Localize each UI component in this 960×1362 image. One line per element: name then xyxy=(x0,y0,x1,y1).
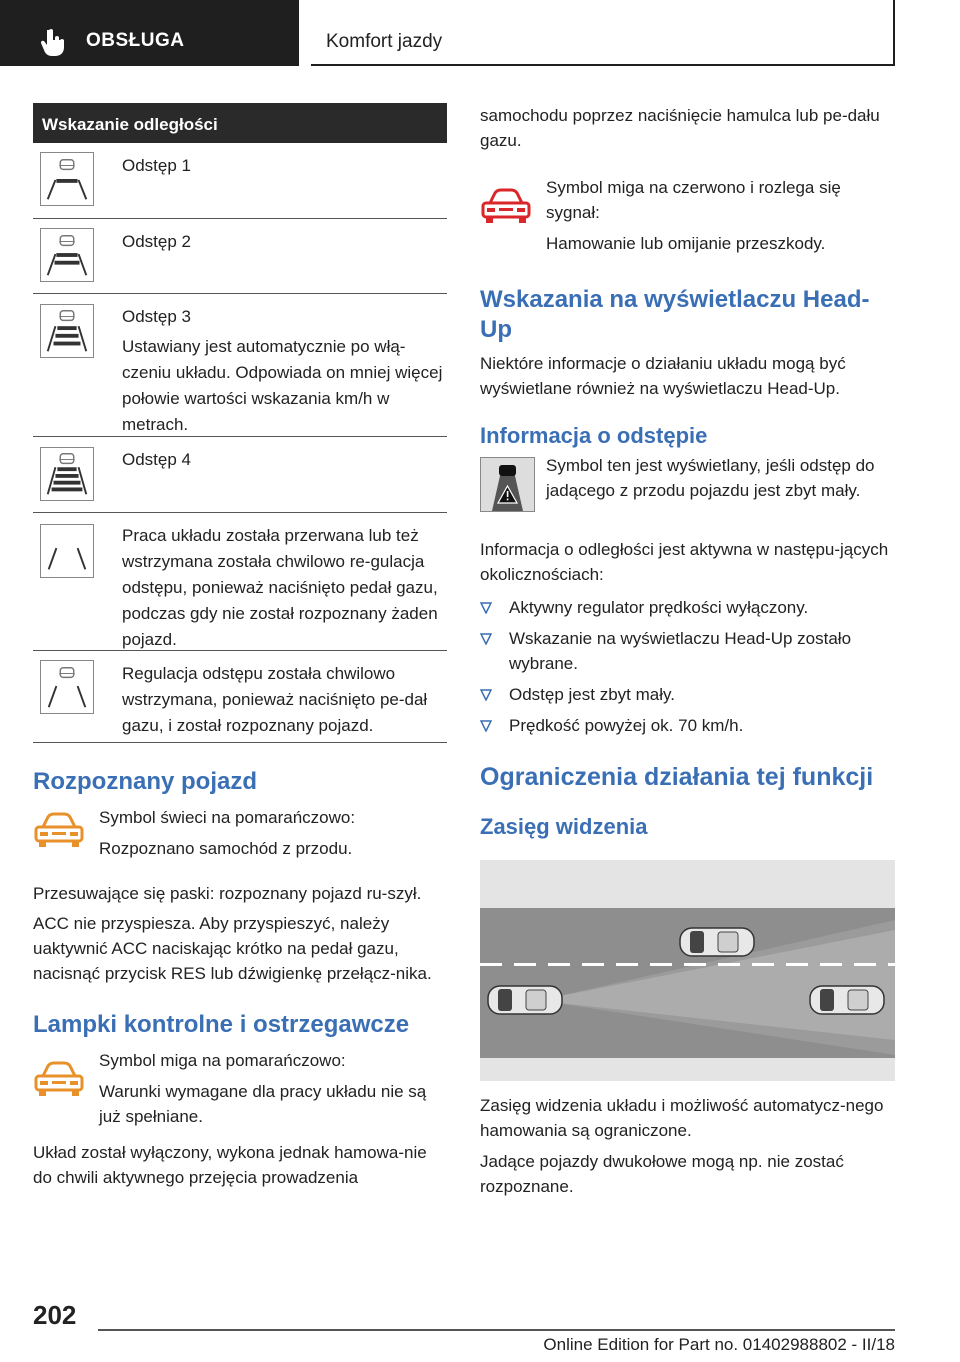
triangle-bullet-icon xyxy=(480,689,492,701)
triangle-bullet-icon xyxy=(480,602,492,614)
bullet-list xyxy=(480,595,895,738)
sym-text: Hamowanie lub omijanie przeszkody. xyxy=(546,234,826,253)
list-item-text: Odstęp jest zbyt mały. xyxy=(509,685,675,704)
row-text: Praca układu została przerwana lub też wstrzymana została chwilowo re-gulacja odstępu, ponieważ naciśnięto pedał gazu, podczas gdy nie został rozpoznany żaden pojazd. xyxy=(122,526,438,649)
sym-text: Symbol miga na czerwono i rozlega się sygnał: xyxy=(546,178,841,222)
sym-text: Rozpoznano samochód z przodu. xyxy=(99,839,353,858)
road-lines-icon xyxy=(40,524,94,578)
paragraph: Przesuwające się paski: rozpoznany pojazd ru-szył. xyxy=(33,884,422,903)
table-row xyxy=(33,219,447,294)
paragraph: Informacja o odległości jest aktywna w następu-jących okolicznościach: xyxy=(480,540,889,584)
row-text: Regulacja odstępu została chwilowo wstrzymana, ponieważ naciśnięto pe-dał gazu, i został rozpoznany pojazd. xyxy=(122,664,428,735)
sym-text: Symbol ten jest wyświetlany, jeśli odstęp do jadącego z przodu pojazdu jest zbyt mały. xyxy=(546,456,875,500)
sym-text: Warunki wymagane dla pracy układu nie są już spełniane. xyxy=(99,1082,427,1126)
road-scene-image xyxy=(480,860,895,1081)
distance-bar-1-icon xyxy=(40,152,94,206)
table-row xyxy=(33,513,447,651)
table-row xyxy=(33,437,447,513)
list-item xyxy=(480,626,895,676)
paragraph: Układ został wyłączony, wykona jednak hamowa-nie do chwili aktywnego przejęcia prowadzenia xyxy=(33,1143,427,1187)
car-top-view-icon xyxy=(810,986,884,1014)
page-number: 202 xyxy=(33,1300,77,1330)
list-item xyxy=(480,713,895,738)
symbol-row xyxy=(33,805,447,867)
section-title: OBSŁUGA xyxy=(86,30,185,51)
car-red-icon xyxy=(480,187,532,227)
symbol-row xyxy=(480,175,895,265)
heading-lamps: Lampki kontrolne i ostrzegawcze xyxy=(33,1011,410,1038)
distance-bar-4-icon xyxy=(40,447,94,501)
footer-divider xyxy=(98,1329,895,1331)
list-item xyxy=(480,595,895,620)
row-text: Odstęp 3 xyxy=(122,307,191,326)
heading-hud: Wskazania na wyświetlaczu Head-Up xyxy=(480,286,870,343)
header-chapter xyxy=(311,0,895,66)
table-heading: Wskazanie odległości xyxy=(33,103,447,143)
paragraph: samochodu poprzez naciśnięcie hamulca lub pe-dału gazu. xyxy=(480,106,880,150)
heading-range: Zasięg widzenia xyxy=(480,814,648,839)
car-top-view-icon xyxy=(680,928,754,956)
footer-edition: Online Edition for Part no. 01402988802 - II/18 xyxy=(543,1335,895,1354)
chapter-title: Komfort jazdy xyxy=(326,31,443,52)
symbol-row xyxy=(33,1048,447,1136)
hand-icon xyxy=(40,28,66,56)
heading-limits: Ograniczenia działania tej funkcji xyxy=(480,763,874,791)
list-item-text: Wskazanie na wyświetlaczu Head-Up zostało wybrane. xyxy=(509,629,852,673)
sym-text: Symbol miga na pomarańczowo: xyxy=(99,1051,346,1070)
table-row xyxy=(33,294,447,437)
symbol-row xyxy=(480,453,895,535)
list-item-text: Aktywny regulator prędkości wyłączony. xyxy=(509,598,809,617)
sym-text: Symbol świeci na pomarańczowo: xyxy=(99,808,356,827)
list-item xyxy=(480,682,895,707)
heading-distance-info: Informacja o odstępie xyxy=(480,423,708,448)
triangle-bullet-icon xyxy=(480,633,492,645)
table-row xyxy=(33,143,447,219)
triangle-bullet-icon xyxy=(480,720,492,732)
paragraph: ACC nie przyspiesza. Aby przyspieszyć, należy uaktywnić ACC naciskając krótko na pedał gazu, nacisnąć przycisk RES lub dźwigienkę przełącz-nika. xyxy=(33,914,432,983)
car-orange-icon xyxy=(33,1060,85,1100)
list-item-text: Prędkość powyżej ok. 70 km/h. xyxy=(509,716,744,735)
right-column xyxy=(480,103,895,1199)
paragraph: Jadące pojazdy dwukołowe mogą np. nie zostać rozpoznane. xyxy=(480,1152,844,1196)
row-text: Odstęp 4 xyxy=(122,450,191,469)
road-lines-car-icon xyxy=(40,660,94,714)
row-text: Ustawiany jest automatycznie po włą-czeniu układu. Odpowiada on mniej więcej połowie wartości wskazania km/h w metrach. xyxy=(122,337,443,434)
left-column xyxy=(33,103,447,1190)
distance-bar-2-icon xyxy=(40,228,94,282)
car-orange-icon xyxy=(33,811,85,851)
range-illustration xyxy=(480,860,895,1081)
paragraph: Niektóre informacje o działaniu układu mogą być wyświetlane również na wyświetlaczu Head-Up. xyxy=(480,354,846,398)
car-top-view-icon xyxy=(488,986,562,1014)
distance-bar-3-icon xyxy=(40,304,94,358)
header-section-tab xyxy=(0,0,299,66)
table-row xyxy=(33,651,447,743)
paragraph: Zasięg widzenia układu i możliwość automatycz-nego hamowania są ograniczone. xyxy=(480,1096,884,1140)
row-text: Odstęp 1 xyxy=(122,156,191,175)
row-text: Odstęp 2 xyxy=(122,232,191,251)
heading-recognized-vehicle: Rozpoznany pojazd xyxy=(33,768,257,795)
hud-distance-warning-icon xyxy=(480,457,535,512)
